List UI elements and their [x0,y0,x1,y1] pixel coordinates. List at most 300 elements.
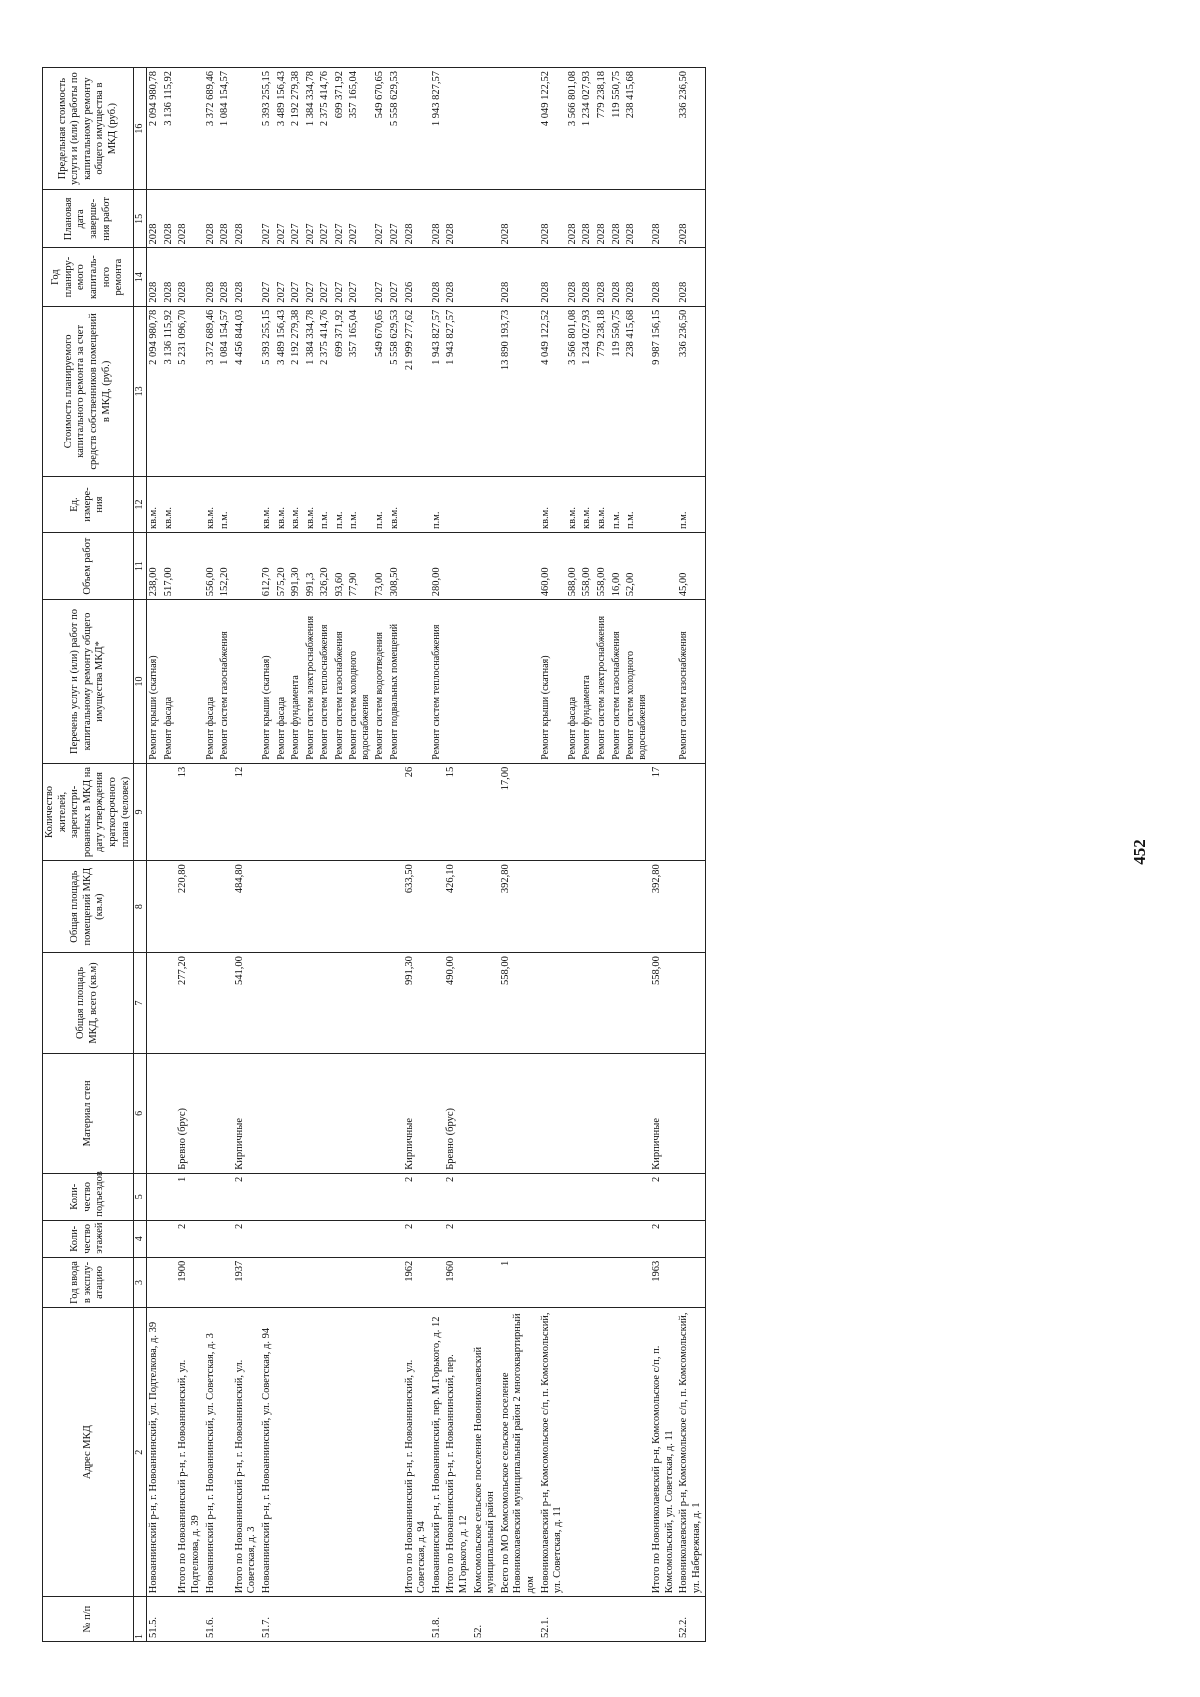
cell-volume [444,533,471,600]
cell-repair-year: 2027 [289,248,304,306]
cell-planned-cost: 3 566 801,08 [566,306,581,476]
cell-max-cost: 549 670,65 [373,68,388,190]
cell-row-number [176,1597,203,1642]
cell-premises-area [539,861,566,953]
table-row [147,68,162,1642]
cell-floors [539,1220,566,1257]
cell-unit [176,477,203,533]
cell-work-type [403,600,430,764]
cell-row-number [580,1597,595,1642]
table-row [162,68,177,1642]
cell-floors [147,1220,162,1257]
cell-address [218,1308,233,1597]
cell-residents [430,763,445,860]
cell-wall-material: Кирпичные [650,1053,677,1173]
cell-total-area [289,953,304,1054]
cell-address [595,1308,610,1597]
cell-address [162,1308,177,1597]
table-row [580,68,595,1642]
cell-year-commissioned [677,1257,705,1307]
cell-residents [580,763,595,860]
cell-unit: кв.м. [580,477,595,533]
cell-work-type: Ремонт систем холодного водоснабжения [624,600,650,764]
cell-floors [304,1220,319,1257]
cell-premises-area [373,861,388,953]
cell-repair-year: 2027 [304,248,319,306]
cell-premises-area: 392,80 [650,861,677,953]
cell-entrances [333,1173,348,1220]
cell-premises-area [430,861,445,953]
cell-volume [403,533,430,600]
cell-planned-cost: 1 943 827,57 [430,306,445,476]
cell-entrances [388,1173,403,1220]
cell-unit: кв.м. [595,477,610,533]
cell-completion-date: 2028 [162,190,177,248]
col-number: 7 [134,953,147,1054]
cell-planned-cost: 1 084 154,57 [218,306,233,476]
col-number: 5 [134,1173,147,1220]
cell-floors [388,1220,403,1257]
cell-work-type: Ремонт фундамента [580,600,595,764]
cell-planned-cost: 1 943 827,57 [444,306,471,476]
cell-total-area [430,953,445,1054]
table-row [610,68,625,1642]
cell-unit: кв.м. [289,477,304,533]
cell-work-type: Ремонт систем электроснабжения [304,600,319,764]
cell-address [610,1308,625,1597]
table-row [347,68,373,1642]
cell-floors [218,1220,233,1257]
cell-volume: 517,00 [162,533,177,600]
cell-wall-material [430,1053,445,1173]
cell-address [304,1308,319,1597]
cell-year-commissioned [347,1257,373,1307]
cell-work-type: Ремонт систем газоснабжения [218,600,233,764]
cell-total-area [595,953,610,1054]
cell-residents [472,763,499,860]
page-number: 452 [1130,839,1149,865]
col-number: 9 [134,763,147,860]
table-row [218,68,233,1642]
cell-wall-material [260,1053,275,1173]
cell-wall-material [218,1053,233,1173]
cell-entrances [275,1173,290,1220]
cell-max-cost: 1 234 027,93 [580,68,595,190]
cell-repair-year: 2027 [275,248,290,306]
cell-repair-year: 2028 [176,248,203,306]
cell-row-number [289,1597,304,1642]
col-number: 3 [134,1257,147,1307]
cell-total-area: 541,00 [233,953,260,1054]
cell-total-area [347,953,373,1054]
cell-wall-material [624,1053,650,1173]
cell-wall-material: Бревно (брус) [444,1053,471,1173]
col-number: 14 [134,248,147,306]
cell-address: Новониколаевский р-н, Комсомольское с/п, п. Комсомольский, ул. Набережная, д. 1 [677,1308,705,1597]
cell-total-area [580,953,595,1054]
cell-unit: п.м. [218,477,233,533]
table-row [539,68,566,1642]
cell-planned-cost: 1 234 027,93 [580,306,595,476]
cell-row-number [373,1597,388,1642]
cell-residents [162,763,177,860]
cell-premises-area [333,861,348,953]
col-number: 12 [134,477,147,533]
cell-entrances [430,1173,445,1220]
cell-floors [289,1220,304,1257]
cell-completion-date: 2028 [624,190,650,248]
cell-floors [624,1220,650,1257]
cell-work-type: Ремонт фундамента [289,600,304,764]
cell-planned-cost: 1 384 334,78 [304,306,319,476]
cell-row-number [162,1597,177,1642]
cell-year-commissioned [610,1257,625,1307]
cell-premises-area [289,861,304,953]
cell-row-number: 52.2. [677,1597,705,1642]
cell-total-area [539,953,566,1054]
cell-work-type: Ремонт систем теплоснабжения [430,600,445,764]
cell-premises-area [260,861,275,953]
cell-residents [566,763,581,860]
cell-completion-date: 2028 [499,190,539,248]
col-number: 8 [134,861,147,953]
cell-row-number [566,1597,581,1642]
cell-wall-material [566,1053,581,1173]
cell-floors [204,1220,219,1257]
col-header-volume: Объем работ [43,533,134,600]
cell-row-number [650,1597,677,1642]
capital-repair-table [42,67,706,1642]
cell-repair-year: 2028 [218,248,233,306]
cell-floors: 2 [176,1220,203,1257]
cell-year-commissioned [373,1257,388,1307]
cell-repair-year: 2028 [624,248,650,306]
cell-planned-cost: 549 670,65 [373,306,388,476]
cell-work-type [499,600,539,764]
cell-row-number [388,1597,403,1642]
cell-planned-cost: 21 999 277,62 [403,306,430,476]
table-row [650,68,677,1642]
cell-wall-material [373,1053,388,1173]
cell-max-cost [499,68,539,190]
col-header-completion-date: Плановая дата заверше-ния работ [43,190,134,248]
cell-unit: кв.м. [388,477,403,533]
table-row [566,68,581,1642]
cell-address: Итого по Новониколаевский р-н, Комсомольское с/п, п. Комсомольский, ул. Советская, д. 11 [650,1308,677,1597]
cell-wall-material [677,1053,705,1173]
cell-floors [275,1220,290,1257]
cell-repair-year: 2027 [347,248,373,306]
cell-unit: кв.м. [162,477,177,533]
col-number: 13 [134,306,147,476]
cell-floors [318,1220,333,1257]
cell-year-commissioned [430,1257,445,1307]
cell-year-commissioned [318,1257,333,1307]
cell-max-cost: 3 566 801,08 [566,68,581,190]
cell-residents [318,763,333,860]
cell-volume: 93,60 [333,533,348,600]
col-header-number: № п/п [43,1597,134,1642]
cell-unit [233,477,260,533]
cell-repair-year: 2028 [444,248,471,306]
cell-year-commissioned [147,1257,162,1307]
table-row [403,68,430,1642]
cell-year-commissioned: 1900 [176,1257,203,1307]
cell-wall-material [539,1053,566,1173]
col-number: 1 [134,1597,147,1642]
cell-floors: 2 [650,1220,677,1257]
cell-residents: 17,00 [499,763,539,860]
cell-planned-cost: 5 231 096,70 [176,306,203,476]
cell-unit: кв.м. [260,477,275,533]
cell-unit: кв.м. [566,477,581,533]
cell-max-cost: 3 136 115,92 [162,68,177,190]
cell-residents [624,763,650,860]
col-header-address: Адрес МКД [43,1308,134,1597]
cell-work-type: Ремонт крыши (скатная) [147,600,162,764]
cell-wall-material [580,1053,595,1173]
cell-premises-area [304,861,319,953]
cell-row-number [218,1597,233,1642]
cell-residents [275,763,290,860]
table-row [176,68,203,1642]
cell-max-cost [444,68,471,190]
cell-year-commissioned [566,1257,581,1307]
cell-unit: кв.м. [539,477,566,533]
cell-floors [677,1220,705,1257]
col-header-premises-area: Общая площадь помещений МКД (кв.м) [43,861,134,953]
cell-planned-cost: 699 371,92 [333,306,348,476]
cell-repair-year: 2027 [318,248,333,306]
cell-planned-cost: 5 393 255,15 [260,306,275,476]
cell-repair-year: 2028 [204,248,219,306]
cell-total-area [624,953,650,1054]
cell-year-commissioned [580,1257,595,1307]
cell-residents: 26 [403,763,430,860]
cell-premises-area: 392,80 [499,861,539,953]
col-number: 2 [134,1308,147,1597]
cell-entrances [162,1173,177,1220]
cell-entrances [204,1173,219,1220]
cell-planned-cost: 9 987 156,15 [650,306,677,476]
cell-completion-date: 2028 [566,190,581,248]
cell-year-commissioned [275,1257,290,1307]
cell-completion-date: 2028 [595,190,610,248]
cell-unit: п.м. [624,477,650,533]
cell-entrances [147,1173,162,1220]
cell-residents: 15 [444,763,471,860]
cell-year-commissioned [204,1257,219,1307]
cell-year-commissioned: 1960 [444,1257,471,1307]
cell-total-area [373,953,388,1054]
cell-wall-material [595,1053,610,1173]
cell-unit: п.м. [430,477,445,533]
cell-volume: 612,70 [260,533,275,600]
cell-row-number [403,1597,430,1642]
cell-entrances: 2 [650,1173,677,1220]
cell-completion-date: 2028 [233,190,260,248]
cell-max-cost: 336 236,50 [677,68,705,190]
cell-unit: п.м. [677,477,705,533]
cell-unit [650,477,677,533]
table-row [275,68,290,1642]
cell-row-number [333,1597,348,1642]
cell-floors [580,1220,595,1257]
cell-entrances [499,1173,539,1220]
cell-row-number [610,1597,625,1642]
cell-row-number [233,1597,260,1642]
cell-max-cost [176,68,203,190]
cell-address: Новоаннинский р-н, г. Новоаннинский, пер. М.Горького, д. 12 [430,1308,445,1597]
cell-floors [260,1220,275,1257]
cell-repair-year: 2028 [233,248,260,306]
cell-entrances [318,1173,333,1220]
cell-max-cost: 2 094 980,78 [147,68,162,190]
cell-unit [499,477,539,533]
cell-max-cost: 5 393 255,15 [260,68,275,190]
cell-wall-material [610,1053,625,1173]
cell-residents [260,763,275,860]
col-header-residents: Количество жителей, зарегистри-рованных в МКД на дату утверждения краткосрочного плана (человек) [43,763,134,860]
cell-address [275,1308,290,1597]
cell-repair-year: 2028 [677,248,705,306]
cell-max-cost: 357 165,04 [347,68,373,190]
column-number-row [134,68,147,1642]
cell-unit: кв.м. [275,477,290,533]
cell-year-commissioned: 1 [499,1257,539,1307]
table-row [430,68,445,1642]
cell-completion-date: 2027 [388,190,403,248]
cell-total-area [333,953,348,1054]
cell-completion-date: 2028 [218,190,233,248]
cell-completion-date: 2028 [403,190,430,248]
cell-premises-area [147,861,162,953]
cell-premises-area [624,861,650,953]
cell-completion-date: 2027 [304,190,319,248]
cell-work-type: Ремонт крыши (скатная) [539,600,566,764]
cell-entrances: 2 [403,1173,430,1220]
cell-work-type: Ремонт крыши (скатная) [260,600,275,764]
cell-volume: 308,50 [388,533,403,600]
cell-premises-area [204,861,219,953]
cell-repair-year: 2028 [430,248,445,306]
cell-work-type [233,600,260,764]
cell-volume: 77,90 [347,533,373,600]
cell-volume: 16,00 [610,533,625,600]
cell-total-area [610,953,625,1054]
cell-residents [147,763,162,860]
cell-entrances [304,1173,319,1220]
cell-entrances [347,1173,373,1220]
cell-year-commissioned [333,1257,348,1307]
cell-planned-cost: 2 192 279,38 [289,306,304,476]
cell-completion-date: 2027 [289,190,304,248]
cell-floors: 2 [233,1220,260,1257]
cell-completion-date: 2027 [275,190,290,248]
cell-repair-year: 2027 [333,248,348,306]
table-row [499,68,539,1642]
cell-volume: 152,20 [218,533,233,600]
cell-residents [333,763,348,860]
cell-row-number: 51.8. [430,1597,445,1642]
cell-address [373,1308,388,1597]
table-row [289,68,304,1642]
cell-wall-material: Кирпичные [403,1053,430,1173]
cell-planned-cost: 3 372 689,46 [204,306,219,476]
cell-entrances [289,1173,304,1220]
cell-completion-date: 2028 [444,190,471,248]
cell-residents [677,763,705,860]
cell-row-number [304,1597,319,1642]
cell-max-cost: 2 375 414,76 [318,68,333,190]
cell-unit [444,477,471,533]
cell-repair-year [472,248,499,306]
cell-premises-area [218,861,233,953]
cell-unit: п.м. [333,477,348,533]
cell-max-cost: 3 489 156,43 [275,68,290,190]
cell-address: Новониколаевский р-н, Комсомольское с/п, п. Комсомольский, ул. Советская, д. 11 [539,1308,566,1597]
cell-completion-date: 2028 [580,190,595,248]
cell-residents [610,763,625,860]
cell-residents [204,763,219,860]
cell-repair-year: 2028 [650,248,677,306]
cell-planned-cost: 357 165,04 [347,306,373,476]
cell-total-area [566,953,581,1054]
cell-address [388,1308,403,1597]
cell-premises-area: 220,80 [176,861,203,953]
cell-address [566,1308,581,1597]
cell-volume: 238,00 [147,533,162,600]
cell-work-type: Ремонт фасада [275,600,290,764]
cell-total-area [260,953,275,1054]
cell-entrances [677,1173,705,1220]
cell-planned-cost: 238 415,68 [624,306,650,476]
cell-total-area: 558,00 [499,953,539,1054]
cell-repair-year: 2028 [566,248,581,306]
cell-max-cost [650,68,677,190]
cell-residents [388,763,403,860]
cell-address: Всего по МО Комсомольское сельское поселение Новониколаевский муниципальный район 2 многоквартирный дом [499,1308,539,1597]
cell-entrances [610,1173,625,1220]
cell-address: Итого по Новоаннинский р-н, г. Новоаннинский, ул. Советская, д. 3 [233,1308,260,1597]
header-row [43,68,134,1642]
cell-residents [539,763,566,860]
col-header-max-cost: Предельная стоимость услуги и (или) работы по капитальному ремонту общего имущества в МКД (руб.) [43,68,134,190]
cell-address: Новоаннинский р-н, г. Новоаннинский, ул. Подтелкова, д. 39 [147,1308,162,1597]
cell-volume: 991,3 [304,533,319,600]
col-number: 4 [134,1220,147,1257]
cell-year-commissioned [472,1257,499,1307]
cell-entrances [624,1173,650,1220]
cell-row-number: 52. [472,1597,499,1642]
cell-total-area [472,953,499,1054]
cell-floors [162,1220,177,1257]
table-row [373,68,388,1642]
cell-work-type [650,600,677,764]
cell-volume: 460,00 [539,533,566,600]
cell-wall-material [204,1053,219,1173]
cell-residents [289,763,304,860]
col-header-total-area: Общая площадь МКД, всего (кв.м) [43,953,134,1054]
cell-repair-year: 2028 [162,248,177,306]
cell-planned-cost: 5 558 629,53 [388,306,403,476]
cell-row-number: 51.5. [147,1597,162,1642]
cell-work-type: Ремонт фасада [566,600,581,764]
cell-row-number [499,1597,539,1642]
cell-year-commissioned: 1937 [233,1257,260,1307]
cell-total-area: 558,00 [650,953,677,1054]
cell-row-number: 51.6. [204,1597,219,1642]
